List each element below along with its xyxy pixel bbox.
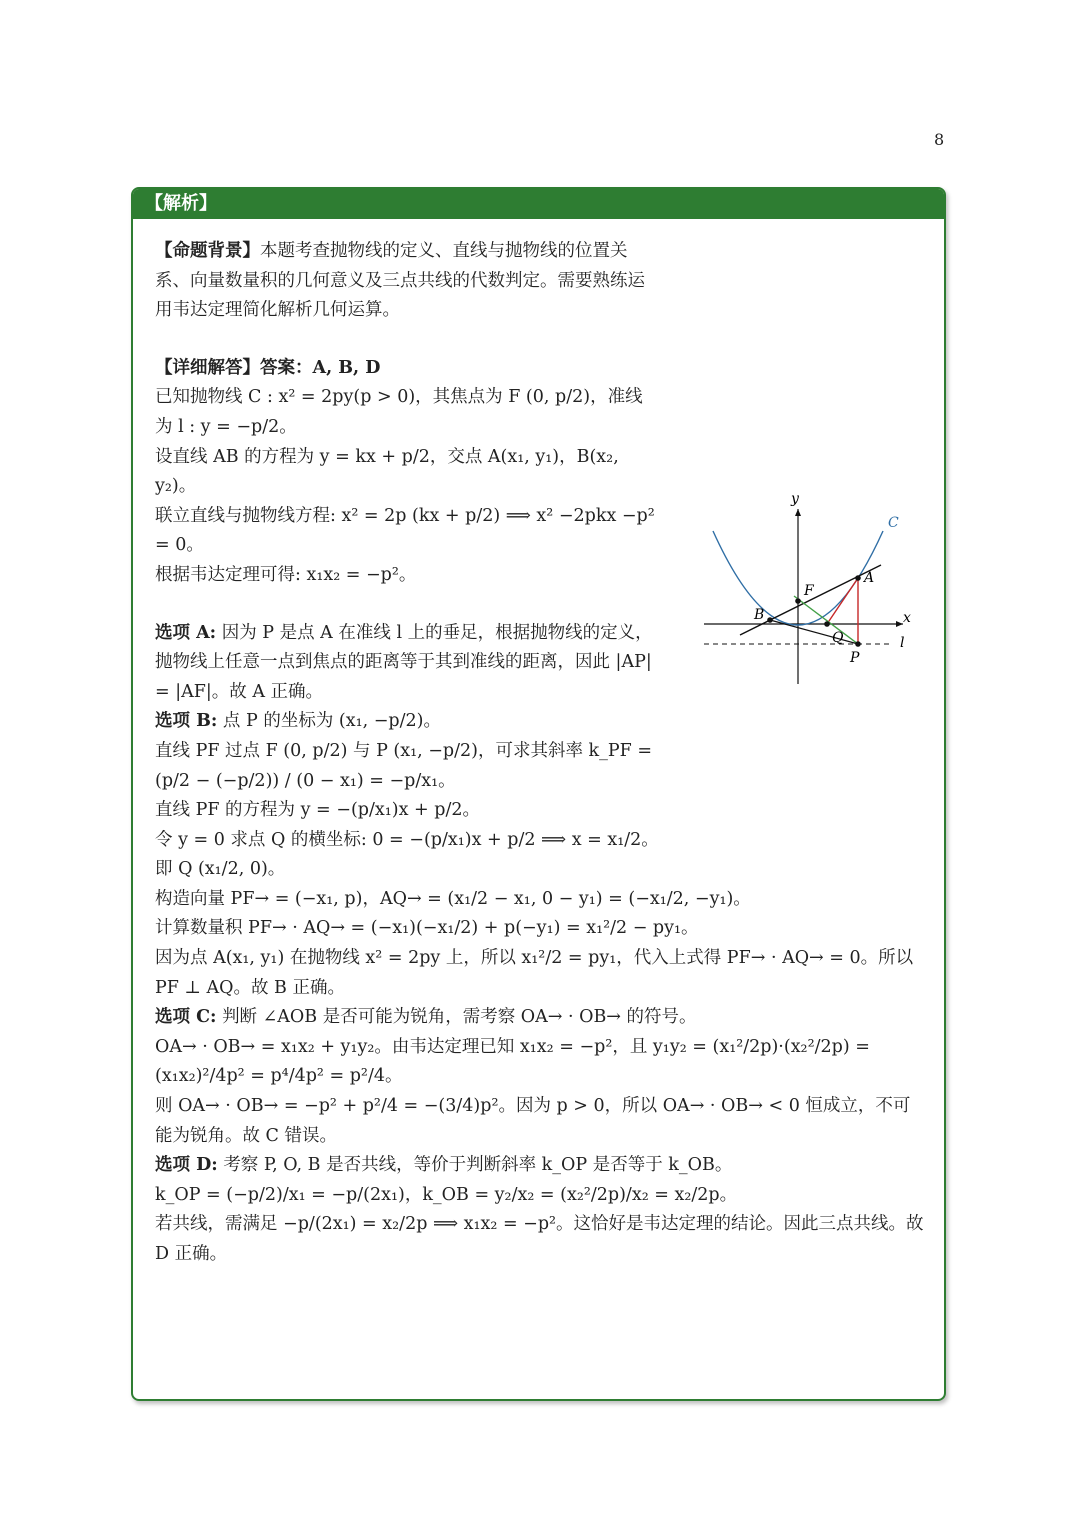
- label-b: B: [754, 607, 765, 623]
- segment-aq: [827, 578, 858, 624]
- step-1: 已知抛物线 C : x² = 2py(p > 0)，其焦点为 F (0, p/2)，准线为 l : y = −p/2。: [155, 387, 643, 437]
- label-a: A: [864, 570, 875, 586]
- point-p: [855, 641, 861, 647]
- option-c-label: 选项 C:: [155, 1007, 217, 1028]
- label-x: x: [903, 610, 911, 626]
- point-q: [824, 621, 830, 627]
- label-q: Q: [832, 630, 844, 646]
- option-d-line-3: 若共线，需满足 −p/(2x₁) = x₂/2p ⟹ x₁x₂ = −p²。这恰好是韦达定理的结论。因此三点共线。故 D 正确。: [155, 1214, 924, 1264]
- point-a: [855, 575, 861, 581]
- option-d-line-2: k_OP = (−p/2)/x₁ = −p/(2x₁)，k_OB = y₂/x₂ = (x₂²/2p)/x₂ = x₂/2p。: [155, 1184, 738, 1205]
- option-c-line-3: 则 OA→ · OB→ = −p² + p²/4 = −(3/4)p²。因为 p > 0，所以 OA→ · OB→ < 0 恒成立，不可能为锐角。故 C 错误。: [155, 1096, 911, 1146]
- option-b-line-3: 直线 PF 的方程为 y = −(p/x₁)x + p/2。: [155, 800, 480, 821]
- parabola-figure: [698, 489, 918, 699]
- solution-content: [155, 237, 925, 1270]
- background-label: 【命题背景】: [155, 241, 260, 261]
- label-f: F: [804, 583, 814, 599]
- label-c: C: [888, 515, 899, 531]
- background-text: 本题考查抛物线的定义、直线与抛物线的位置关系、向量数量积的几何意义及三点共线的代数判定。需要熟练运用韦达定理简化解析几何运算。: [155, 241, 645, 321]
- option-a-text: 因为 P 是点 A 在准线 l 上的垂足，根据抛物线的定义，抛物线上任意一点到焦点的距离等于其到准线的距离，因此 |AP| = |AF|。故 A 正确。: [155, 622, 653, 702]
- x-axis-arrow: [896, 621, 903, 627]
- option-b-line-6: 计算数量积 PF→ · AQ→ = (−x₁)(−x₁/2) + p(−y₁) = x₁²/2 − py₁。: [155, 918, 699, 939]
- solution-box: [131, 187, 946, 1401]
- option-d-text-1: 考察 P, O, B 是否共线，等价于判断斜率 k_OP 是否等于 k_OB。: [223, 1155, 733, 1176]
- step-3: 联立直线与抛物线方程: x² = 2p (kx + p/2) ⟹ x² −2pkx −p² = 0。: [155, 505, 655, 556]
- option-c-line-2: OA→ · OB→ = x₁x₂ + y₁y₂。由韦达定理已知 x₁x₂ = −p²，且 y₁y₂ = (x₁²/2p)·(x₂²/2p) = (x₁x₂)²/4p² = p⁴/4p² = p²/4。: [155, 1036, 870, 1087]
- label-p: P: [850, 650, 860, 666]
- y-axis-arrow: [795, 509, 801, 516]
- page-number: 8: [934, 130, 945, 149]
- label-l: l: [900, 635, 905, 651]
- option-b-text-1: 点 P 的坐标为 (x₁, −p/2)。: [222, 711, 441, 732]
- option-b-line-1: [155, 707, 660, 737]
- point-f: [795, 598, 801, 604]
- label-y: y: [791, 491, 799, 507]
- segment-pf: [794, 596, 858, 644]
- option-b-line-7: 因为点 A(x₁, y₁) 在抛物线 x² = 2py 上，所以 x₁²/2 = py₁，代入上式得 PF→ · AQ→ = 0。所以 PF ⊥ AQ。故 B 正确。: [155, 948, 914, 998]
- option-c-text-1: 判断 ∠AOB 是否可能为锐角，需考察 OA→ · OB→ 的符号。: [222, 1007, 697, 1028]
- option-d-label: 选项 D:: [155, 1155, 218, 1176]
- option-d-line-1: [155, 1151, 925, 1181]
- option-a-label: 选项 A:: [155, 622, 217, 643]
- step-4: 根据韦达定理可得: x₁x₂ = −p²。: [155, 564, 417, 585]
- option-a-paragraph: [155, 619, 660, 708]
- step-2: 设直线 AB 的方程为 y = kx + p/2，交点 A(x₁, y₁)，B(x₂, y₂)。: [155, 446, 619, 497]
- option-b-line-5: 构造向量 PF→ = (−x₁, p)，AQ→ = (x₁/2 − x₁, 0 − y₁) = (−x₁/2, −y₁)。: [155, 888, 751, 909]
- option-b-line-4: 令 y = 0 求点 Q 的横坐标: 0 = −(p/x₁)x + p/2 ⟹ x = x₁/2。即 Q (x₁/2, 0)。: [155, 829, 659, 880]
- option-c-line-1: [155, 1003, 925, 1033]
- answer-label: 【详细解答】答案：A, B, D: [155, 357, 381, 378]
- option-b-line-2: 直线 PF 过点 F (0, p/2) 与 P (x₁, −p/2)，可求其斜率 k_PF = (p/2 − (−p/2)) / (0 − x₁) = −p/x₁。: [155, 740, 653, 791]
- point-b: [767, 617, 773, 623]
- box-title: 【解析】: [133, 189, 944, 219]
- option-b-label: 选项 B:: [155, 711, 218, 732]
- background-paragraph: [155, 237, 660, 326]
